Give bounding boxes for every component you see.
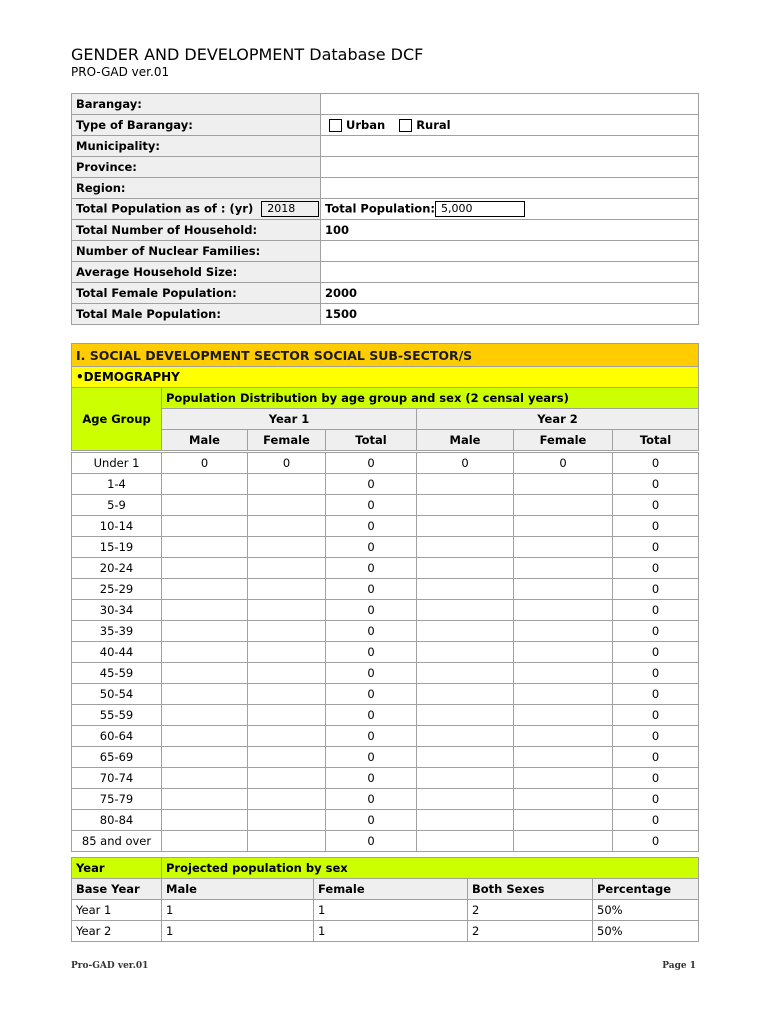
- projection-male[interactable]: 1: [162, 900, 314, 921]
- year2-total-cell: 0: [613, 642, 699, 663]
- year2-total-cell: 0: [613, 705, 699, 726]
- projection-table: [71, 857, 699, 942]
- year2-female-cell[interactable]: 0: [514, 453, 613, 474]
- age-group-row: [72, 747, 699, 768]
- age-group-row: [72, 684, 699, 705]
- projection-row: [72, 921, 699, 942]
- projection-base-year: Year 1: [72, 900, 162, 921]
- total-population-asof-label: Total Population as of : (yr): [76, 201, 254, 216]
- year2-male-cell[interactable]: [417, 705, 514, 726]
- year1-total-cell: 0: [326, 453, 417, 474]
- year2-female-cell[interactable]: [514, 642, 613, 663]
- projection-percentage: 50%: [593, 921, 699, 942]
- region-label: Region:: [72, 178, 321, 199]
- year2-total-cell: 0: [613, 453, 699, 474]
- year2-total-cell: 0: [613, 789, 699, 810]
- projection-both-sexes: 2: [468, 921, 593, 942]
- age-group-row: [72, 537, 699, 558]
- document-subtitle: PRO-GAD ver.01: [71, 65, 170, 79]
- year1-male-cell[interactable]: [162, 621, 248, 642]
- year1-male-cell[interactable]: [162, 768, 248, 789]
- year1-total-cell: 0: [326, 642, 417, 663]
- year1-total-cell: 0: [326, 621, 417, 642]
- age-group-cell: 60-64: [72, 726, 162, 747]
- year2-female-cell[interactable]: [514, 726, 613, 747]
- type-of-barangay-options: [321, 115, 699, 136]
- year1-male-cell[interactable]: [162, 726, 248, 747]
- year1-male-cell[interactable]: [162, 684, 248, 705]
- avg-household-size-field[interactable]: [321, 262, 699, 283]
- age-group-row: [72, 663, 699, 684]
- year1-male-cell[interactable]: [162, 810, 248, 831]
- age-group-cell: 15-19: [72, 537, 162, 558]
- year2-total-cell: 0: [613, 600, 699, 621]
- year2-female-header: Female: [514, 430, 613, 451]
- age-group-cell: 55-59: [72, 705, 162, 726]
- year1-female-cell[interactable]: [248, 663, 326, 684]
- demography-table: [71, 343, 699, 451]
- total-population-label: Total Population:: [325, 201, 435, 216]
- year1-total-cell: 0: [326, 495, 417, 516]
- year1-female-cell[interactable]: [248, 495, 326, 516]
- year2-female-cell[interactable]: [514, 789, 613, 810]
- total-population-cell: [321, 199, 699, 220]
- age-group-row: [72, 642, 699, 663]
- year2-male-cell[interactable]: [417, 831, 514, 852]
- population-rows-table: [71, 452, 699, 852]
- year1-male-cell[interactable]: 0: [162, 453, 248, 474]
- year1-male-cell[interactable]: [162, 663, 248, 684]
- rural-label: Rural: [416, 118, 451, 132]
- year1-male-cell[interactable]: [162, 495, 248, 516]
- age-group-cell: 1-4: [72, 474, 162, 495]
- year2-male-cell[interactable]: [417, 537, 514, 558]
- year2-male-cell[interactable]: [417, 768, 514, 789]
- year2-female-cell[interactable]: [514, 705, 613, 726]
- rural-checkbox[interactable]: [399, 119, 412, 132]
- year2-male-cell[interactable]: [417, 621, 514, 642]
- year2-female-cell[interactable]: [514, 474, 613, 495]
- year2-female-cell[interactable]: [514, 495, 613, 516]
- year2-total-cell: 0: [613, 474, 699, 495]
- female-population-value[interactable]: 2000: [321, 283, 699, 304]
- year1-female-header: Female: [248, 430, 326, 451]
- year1-total-cell: 0: [326, 768, 417, 789]
- households-value[interactable]: 100: [321, 220, 699, 241]
- year1-male-cell[interactable]: [162, 516, 248, 537]
- avg-household-size-label: Average Household Size:: [72, 262, 321, 283]
- nuclear-families-label: Number of Nuclear Families:: [72, 241, 321, 262]
- year1-total-cell: 0: [326, 747, 417, 768]
- age-group-cell: 30-34: [72, 600, 162, 621]
- year2-male-cell[interactable]: [417, 684, 514, 705]
- age-group-cell: 5-9: [72, 495, 162, 516]
- year1-total-cell: 0: [326, 705, 417, 726]
- age-group-cell: 80-84: [72, 810, 162, 831]
- year2-male-cell[interactable]: [417, 516, 514, 537]
- year1-male-cell[interactable]: [162, 789, 248, 810]
- year1-total-cell: 0: [326, 810, 417, 831]
- year2-male-cell[interactable]: [417, 726, 514, 747]
- subsector-title: •DEMOGRAPHY: [72, 367, 699, 388]
- year2-total-cell: 0: [613, 726, 699, 747]
- year2-male-cell[interactable]: [417, 600, 514, 621]
- age-group-row: [72, 453, 699, 474]
- age-group-cell: 45-59: [72, 663, 162, 684]
- year1-total-header: Total: [326, 430, 417, 451]
- year2-male-cell[interactable]: [417, 579, 514, 600]
- year1-female-cell[interactable]: [248, 810, 326, 831]
- year1-female-cell[interactable]: [248, 726, 326, 747]
- year1-male-cell[interactable]: [162, 600, 248, 621]
- percentage-header: Percentage: [593, 879, 699, 900]
- year2-female-cell[interactable]: [514, 810, 613, 831]
- year1-female-cell[interactable]: [248, 474, 326, 495]
- year1-female-cell[interactable]: [248, 705, 326, 726]
- year1-total-cell: 0: [326, 516, 417, 537]
- total-population-input[interactable]: 5,000: [435, 201, 525, 217]
- year2-total-cell: 0: [613, 810, 699, 831]
- year1-female-cell[interactable]: [248, 747, 326, 768]
- year2-female-cell[interactable]: [514, 600, 613, 621]
- year2-header: Year 2: [417, 409, 699, 430]
- age-group-row: [72, 600, 699, 621]
- year2-female-cell[interactable]: [514, 768, 613, 789]
- age-group-cell: 75-79: [72, 789, 162, 810]
- age-group-cell: Under 1: [72, 453, 162, 474]
- total-population-asof-cell: [72, 199, 321, 220]
- year2-total-cell: 0: [613, 663, 699, 684]
- nuclear-families-field[interactable]: [321, 241, 699, 262]
- year1-total-cell: 0: [326, 684, 417, 705]
- age-group-cell: 85 and over: [72, 831, 162, 852]
- households-label: Total Number of Household:: [72, 220, 321, 241]
- urban-checkbox[interactable]: [329, 119, 342, 132]
- year2-female-cell[interactable]: [514, 684, 613, 705]
- footer-version: Pro-GAD ver.01: [71, 961, 149, 971]
- age-group-row: [72, 705, 699, 726]
- year1-male-cell[interactable]: [162, 579, 248, 600]
- year1-total-cell: 0: [326, 558, 417, 579]
- barangay-label: Barangay:: [72, 94, 321, 115]
- projected-male-header: Male: [162, 879, 314, 900]
- year2-male-cell[interactable]: [417, 663, 514, 684]
- barangay-info-table: [71, 93, 699, 325]
- year1-female-cell[interactable]: [248, 621, 326, 642]
- age-group-header: Age Group: [72, 388, 162, 451]
- year1-female-cell[interactable]: [248, 579, 326, 600]
- year1-male-cell[interactable]: [162, 705, 248, 726]
- projection-percentage: 50%: [593, 900, 699, 921]
- year2-total-cell: 0: [613, 537, 699, 558]
- year2-total-cell: 0: [613, 747, 699, 768]
- age-group-cell: 50-54: [72, 684, 162, 705]
- year2-female-cell[interactable]: [514, 831, 613, 852]
- age-group-row: [72, 495, 699, 516]
- year2-male-cell[interactable]: [417, 495, 514, 516]
- both-sexes-header: Both Sexes: [468, 879, 593, 900]
- year2-male-cell[interactable]: [417, 474, 514, 495]
- projection-both-sexes: 2: [468, 900, 593, 921]
- year1-female-cell[interactable]: [248, 558, 326, 579]
- year1-male-cell[interactable]: [162, 831, 248, 852]
- year1-total-cell: 0: [326, 831, 417, 852]
- age-group-row: [72, 726, 699, 747]
- year2-total-cell: 0: [613, 768, 699, 789]
- year1-male-cell[interactable]: [162, 474, 248, 495]
- year1-total-cell: 0: [326, 789, 417, 810]
- year2-total-cell: 0: [613, 621, 699, 642]
- year1-female-cell[interactable]: [248, 684, 326, 705]
- year1-female-cell[interactable]: [248, 768, 326, 789]
- age-group-cell: 35-39: [72, 621, 162, 642]
- year2-male-cell[interactable]: 0: [417, 453, 514, 474]
- projection-row: [72, 900, 699, 921]
- document-title: GENDER AND DEVELOPMENT Database DCF: [71, 45, 424, 64]
- year2-male-cell[interactable]: [417, 747, 514, 768]
- year1-male-header: Male: [162, 430, 248, 451]
- year1-female-cell[interactable]: [248, 600, 326, 621]
- year1-total-cell: 0: [326, 579, 417, 600]
- year1-header: Year 1: [162, 409, 417, 430]
- projection-base-year: Year 2: [72, 921, 162, 942]
- year1-female-cell[interactable]: [248, 537, 326, 558]
- female-population-label: Total Female Population:: [72, 283, 321, 304]
- year1-total-cell: 0: [326, 474, 417, 495]
- municipality-label: Municipality:: [72, 136, 321, 157]
- year1-female-cell[interactable]: [248, 642, 326, 663]
- urban-label: Urban: [346, 118, 386, 132]
- municipality-field[interactable]: [321, 136, 699, 157]
- region-field[interactable]: [321, 178, 699, 199]
- type-of-barangay-label: Type of Barangay:: [72, 115, 321, 136]
- age-group-row: [72, 516, 699, 537]
- year2-total-cell: 0: [613, 495, 699, 516]
- year1-total-cell: 0: [326, 537, 417, 558]
- sector-title: I. SOCIAL DEVELOPMENT SECTOR SOCIAL SUB-SECTOR/S: [72, 344, 699, 367]
- year2-male-cell[interactable]: [417, 642, 514, 663]
- age-group-cell: 40-44: [72, 642, 162, 663]
- projection-female[interactable]: 1: [314, 921, 468, 942]
- province-label: Province:: [72, 157, 321, 178]
- barangay-field[interactable]: [321, 94, 699, 115]
- age-group-cell: 25-29: [72, 579, 162, 600]
- year2-total-cell: 0: [613, 558, 699, 579]
- age-group-row: [72, 621, 699, 642]
- age-group-row: [72, 789, 699, 810]
- age-group-row: [72, 558, 699, 579]
- year1-female-cell[interactable]: [248, 789, 326, 810]
- age-group-cell: 20-24: [72, 558, 162, 579]
- year2-female-cell[interactable]: [514, 537, 613, 558]
- age-group-cell: 65-69: [72, 747, 162, 768]
- age-group-cell: 70-74: [72, 768, 162, 789]
- year1-male-cell[interactable]: [162, 537, 248, 558]
- projection-title: Projected population by sex: [162, 858, 699, 879]
- year2-total-cell: 0: [613, 579, 699, 600]
- distribution-header: Population Distribution by age group and sex (2 censal years): [162, 388, 699, 409]
- province-field[interactable]: [321, 157, 699, 178]
- age-group-row: [72, 474, 699, 495]
- projected-female-header: Female: [314, 879, 468, 900]
- year1-male-cell[interactable]: [162, 747, 248, 768]
- year2-female-cell[interactable]: [514, 747, 613, 768]
- year1-male-cell[interactable]: [162, 642, 248, 663]
- year1-female-cell[interactable]: 0: [248, 453, 326, 474]
- year1-female-cell[interactable]: [248, 831, 326, 852]
- year2-total-cell: 0: [613, 516, 699, 537]
- year1-total-cell: 0: [326, 600, 417, 621]
- year2-total-header: Total: [613, 430, 699, 451]
- year2-female-cell[interactable]: [514, 579, 613, 600]
- age-group-row: [72, 831, 699, 852]
- year2-male-cell[interactable]: [417, 810, 514, 831]
- year2-female-cell[interactable]: [514, 516, 613, 537]
- year1-total-cell: 0: [326, 726, 417, 747]
- year1-male-cell[interactable]: [162, 558, 248, 579]
- projection-male[interactable]: 1: [162, 921, 314, 942]
- projection-year-header: Year: [72, 858, 162, 879]
- census-year-input[interactable]: 2018: [261, 201, 319, 217]
- year2-total-cell: 0: [613, 684, 699, 705]
- age-group-row: [72, 810, 699, 831]
- year2-male-header: Male: [417, 430, 514, 451]
- year2-female-cell[interactable]: [514, 621, 613, 642]
- footer-page-number: Page 1: [662, 961, 696, 971]
- base-year-header: Base Year: [72, 879, 162, 900]
- year2-total-cell: 0: [613, 831, 699, 852]
- age-group-cell: 10-14: [72, 516, 162, 537]
- age-group-row: [72, 768, 699, 789]
- year2-female-cell[interactable]: [514, 663, 613, 684]
- year1-total-cell: 0: [326, 663, 417, 684]
- male-population-value[interactable]: 1500: [321, 304, 699, 325]
- year2-male-cell[interactable]: [417, 789, 514, 810]
- male-population-label: Total Male Population:: [72, 304, 321, 325]
- age-group-row: [72, 579, 699, 600]
- projection-female[interactable]: 1: [314, 900, 468, 921]
- year2-male-cell[interactable]: [417, 558, 514, 579]
- year1-female-cell[interactable]: [248, 516, 326, 537]
- year2-female-cell[interactable]: [514, 558, 613, 579]
